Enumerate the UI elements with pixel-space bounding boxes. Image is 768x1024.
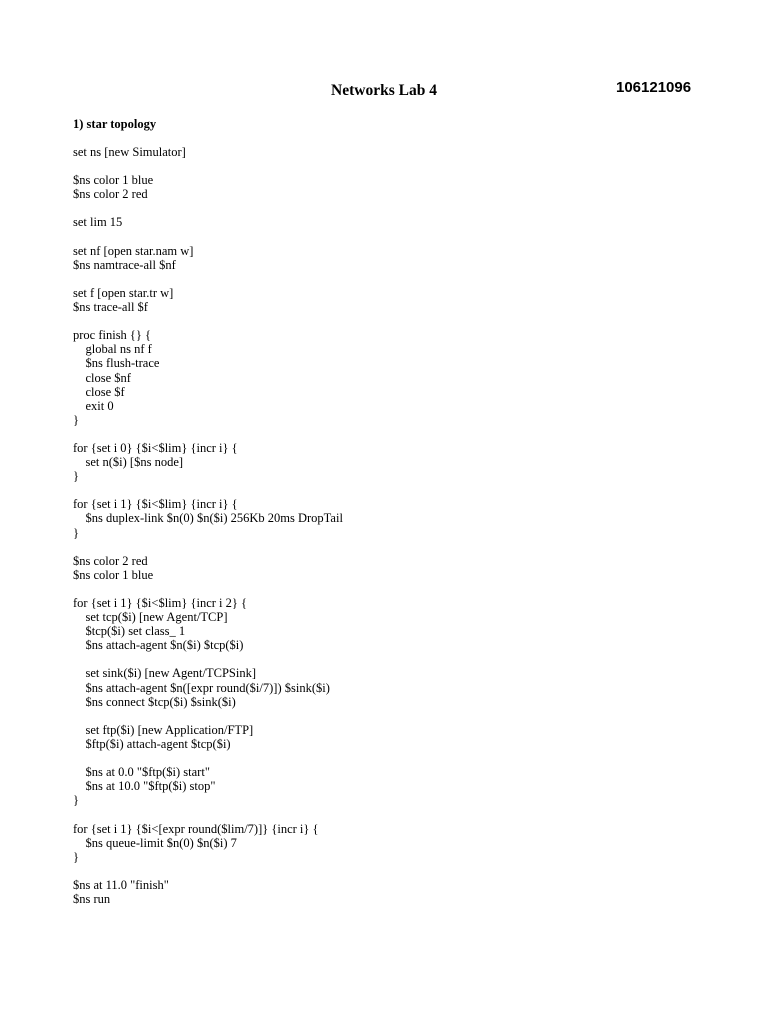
code-line: $ns queue-limit $n(0) $n($i) 7 — [73, 835, 237, 850]
code-line: set ftp($i) [new Application/FTP] — [73, 722, 254, 737]
code-line: for {set i 1} {$i<$lim} {incr i} { — [73, 497, 238, 512]
code-line: } — [73, 412, 79, 427]
code-block — [73, 145, 343, 906]
code-line: set ns [new Simulator] — [73, 145, 186, 159]
code-line: $ftp($i) attach-agent $tcp($i) — [73, 736, 231, 751]
code-line: $ns run — [73, 891, 111, 906]
code-line: $ns at 0.0 "$ftp($i) start" — [73, 765, 210, 780]
code-line: $ns duplex-link $n(0) $n($i) 256Kb 20ms DropTail — [73, 511, 343, 526]
code-line: $ns trace-all $f — [73, 300, 148, 315]
code-line — [73, 230, 343, 244]
code-line: set tcp($i) [new Agent/TCP] — [73, 610, 228, 625]
code-line: close $nf — [73, 370, 131, 385]
code-line — [73, 427, 343, 441]
code-line — [73, 582, 343, 596]
code-line: for {set i 0} {$i<$lim} {incr i} { — [73, 440, 238, 455]
code-line — [73, 807, 343, 821]
section-heading: 1) star topology — [73, 117, 157, 131]
code-line — [73, 864, 343, 878]
code-line: $tcp($i) set class_ 1 — [73, 624, 186, 639]
code-line: for {set i 1} {$i<$lim} {incr i 2} { — [73, 596, 248, 610]
code-line: $ns color 1 blue — [73, 567, 154, 582]
code-line: $ns attach-agent $n($i) $tcp($i) — [73, 638, 244, 653]
roll-number: 106121096 — [616, 79, 692, 96]
code-line: $ns at 11.0 "finish" — [73, 877, 169, 892]
document-title: Networks Lab 4 — [331, 82, 437, 99]
code-line — [73, 709, 343, 723]
code-line: set n($i) [$ns node] — [73, 455, 184, 470]
code-line: set sink($i) [new Agent/TCPSink] — [73, 666, 256, 681]
code-line: global ns nf f — [73, 342, 152, 357]
code-line: $ns attach-agent $n([expr round($i/7)]) $sink($i) — [73, 680, 330, 695]
code-line: $ns color 2 red — [73, 553, 148, 568]
code-line: exit 0 — [73, 398, 114, 413]
code-line: $ns color 1 blue — [73, 173, 154, 188]
code-line: set nf [open star.nam w] — [73, 243, 194, 258]
code-line — [73, 483, 343, 497]
code-line: $ns flush-trace — [73, 356, 160, 371]
code-line: } — [73, 469, 79, 484]
code-line: } — [73, 849, 79, 864]
code-line: } — [73, 525, 79, 540]
code-line: set f [open star.tr w] — [73, 285, 174, 300]
code-line — [73, 540, 343, 554]
code-line: $ns connect $tcp($i) $sink($i) — [73, 694, 236, 709]
code-line — [73, 272, 343, 286]
code-line — [73, 751, 343, 765]
code-line: close $f — [73, 384, 125, 399]
code-line — [73, 652, 343, 666]
code-line: $ns at 10.0 "$ftp($i) stop" — [73, 779, 216, 794]
code-line: proc finish {} { — [73, 328, 152, 343]
code-line: } — [73, 793, 79, 808]
code-line: $ns color 2 red — [73, 187, 148, 202]
code-line — [73, 314, 343, 328]
code-line: $ns namtrace-all $nf — [73, 257, 176, 272]
code-line — [73, 159, 343, 173]
code-line — [73, 201, 343, 215]
code-line: set lim 15 — [73, 215, 123, 230]
code-line: for {set i 1} {$i<[expr round($lim/7)]} {incr i} { — [73, 821, 319, 836]
